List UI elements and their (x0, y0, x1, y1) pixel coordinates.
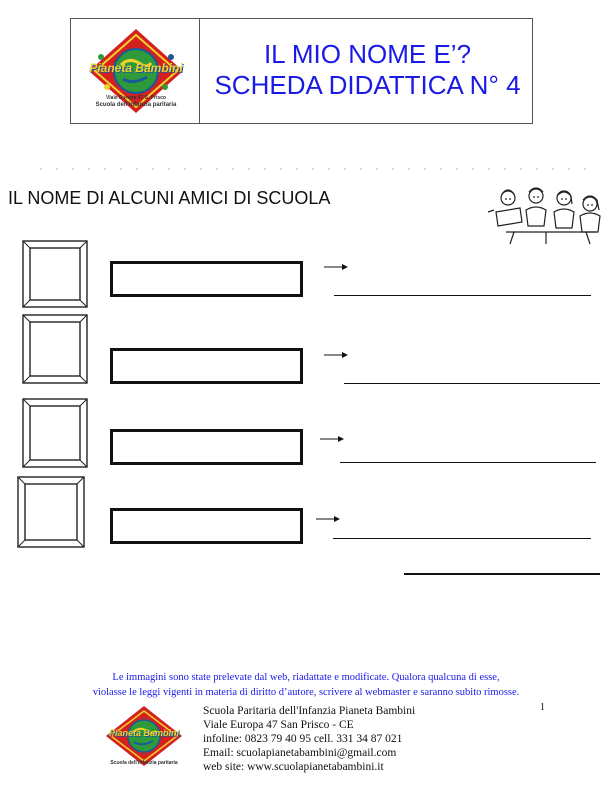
name-box-4 (110, 508, 303, 544)
photo-frame-1 (22, 240, 88, 308)
children-drawing-icon (486, 182, 606, 246)
photo-frame-4 (17, 476, 85, 548)
name-box-2 (110, 348, 303, 384)
photo-frame-3 (22, 398, 88, 468)
school-website[interactable]: web site: www.scuolapianetabambini.it (203, 761, 384, 773)
title-line-2: SCHEDA DIDATTICA N° 4 (214, 70, 521, 100)
name-box-3 (110, 429, 303, 465)
header-box (70, 18, 533, 124)
arrow-right-icon (320, 434, 344, 444)
school-address: Viale Europa 47 San Prisco - CE (203, 719, 354, 731)
arrow-right-icon (324, 262, 348, 272)
disclaimer-line-1: Le immagini sono state prelevate dal web, riadattate e modificate. Qualora qualcuna di esse, (112, 672, 500, 683)
page-title (201, 39, 534, 101)
section-title: IL NOME DI ALCUNI AMICI DI SCUOLA (8, 188, 331, 208)
write-line-extra[interactable] (404, 573, 600, 575)
header-divider (199, 19, 200, 123)
school-contact-info (203, 704, 415, 774)
arrow-right-icon (316, 514, 340, 524)
school-name: Scuola Paritaria dell'Infanzia Pianeta Bambini (203, 705, 416, 717)
title-line-1: IL MIO NOME E’? (263, 39, 472, 69)
footer-logo-name: Pianeta Bambini (108, 728, 180, 738)
school-email[interactable]: Email: scuolapianetabambini@gmail.com (203, 747, 397, 759)
logo-name: Pianeta Bambini (89, 61, 183, 75)
logo-subtitle-2: Scuola dell'infanzia paritaria (95, 102, 177, 108)
disclaimer-line-2: violasse le leggi vigenti in materia di diritto d’autore, scrivere al webmaster e saranno subito rimosse. (92, 687, 520, 698)
page-number: 1 (540, 702, 545, 713)
name-box-1 (110, 261, 303, 297)
write-line-2[interactable] (344, 383, 600, 384)
copyright-disclaimer (0, 670, 612, 700)
write-line-4[interactable] (333, 538, 591, 539)
footer-logo-subtitle: Scuola dell'infanzia paritaria (110, 760, 178, 766)
school-phone: infoline: 0823 79 40 95 cell. 331 34 87 021 (203, 733, 403, 745)
write-line-3[interactable] (340, 462, 596, 463)
footer-school-logo (98, 704, 190, 770)
photo-frame-2 (22, 314, 88, 384)
school-logo (77, 25, 195, 117)
arrow-right-icon (324, 350, 348, 360)
logo-subtitle-1: Viale Europa 47 S. Prisco (106, 95, 166, 101)
scan-edge-decoration (0, 168, 612, 170)
write-line-1[interactable] (334, 295, 591, 296)
